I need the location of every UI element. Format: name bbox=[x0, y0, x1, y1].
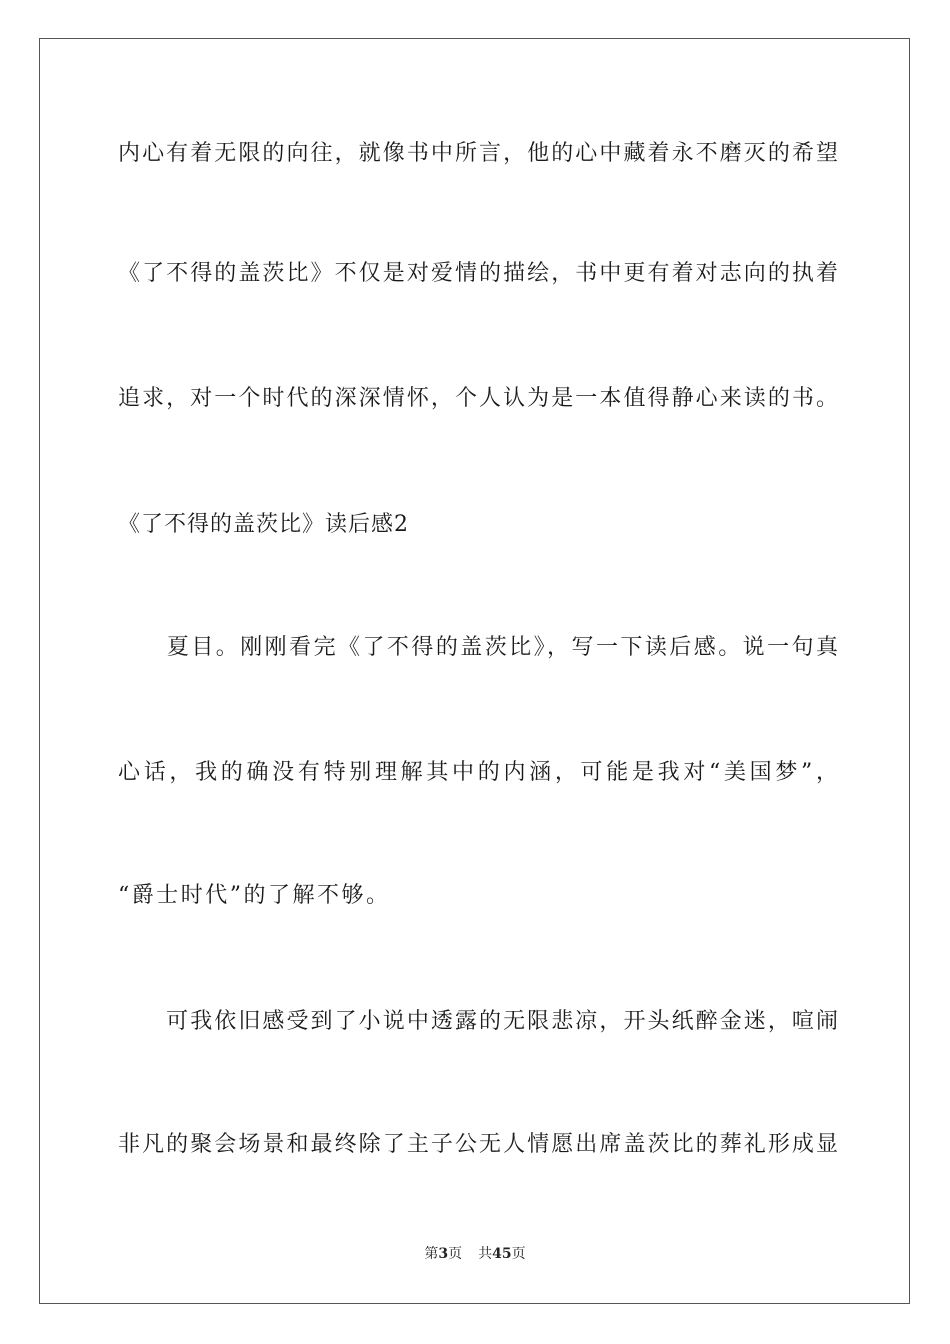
body-line-9: 非凡的聚会场景和最终除了主子公无人情愿出席盖茨比的葬礼形成显 bbox=[118, 1132, 838, 1157]
page-footer bbox=[0, 1244, 950, 1264]
body-line-7: “爵士时代”的了解不够。 bbox=[118, 883, 391, 908]
body-line-2: 《了不得的盖茨比》不仅是对爱情的描绘，书中更有着对志向的执着 bbox=[118, 261, 838, 286]
page-total: 45 bbox=[492, 1246, 512, 1262]
page-prefix: 第 bbox=[424, 1246, 439, 1262]
body-line-8: 可我依旧感受到了小说中透露的无限悲凉，开头纸醉金迷，喧闹 bbox=[118, 1009, 838, 1034]
page-border bbox=[39, 38, 910, 1304]
body-line-1: 内心有着无限的向往，就像书中所言，他的心中藏着永不磨灭的希望 bbox=[118, 141, 838, 166]
section-heading: 《了不得的盖茨比》读后感2 bbox=[118, 512, 409, 537]
total-suffix: 页 bbox=[511, 1246, 526, 1262]
page-suffix: 页 bbox=[448, 1246, 463, 1262]
body-line-3: 追求，对一个时代的深深情怀，个人认为是一本值得静心来读的书。 bbox=[118, 386, 838, 411]
body-line-5: 夏目。刚刚看完《了不得的盖茨比》，写一下读后感。说一句真 bbox=[118, 635, 838, 660]
body-line-6: 心话，我的确没有特别理解其中的内涵，可能是我对“美国梦”， bbox=[118, 760, 838, 785]
page-current: 3 bbox=[438, 1246, 449, 1262]
total-prefix: 共 bbox=[478, 1246, 493, 1262]
